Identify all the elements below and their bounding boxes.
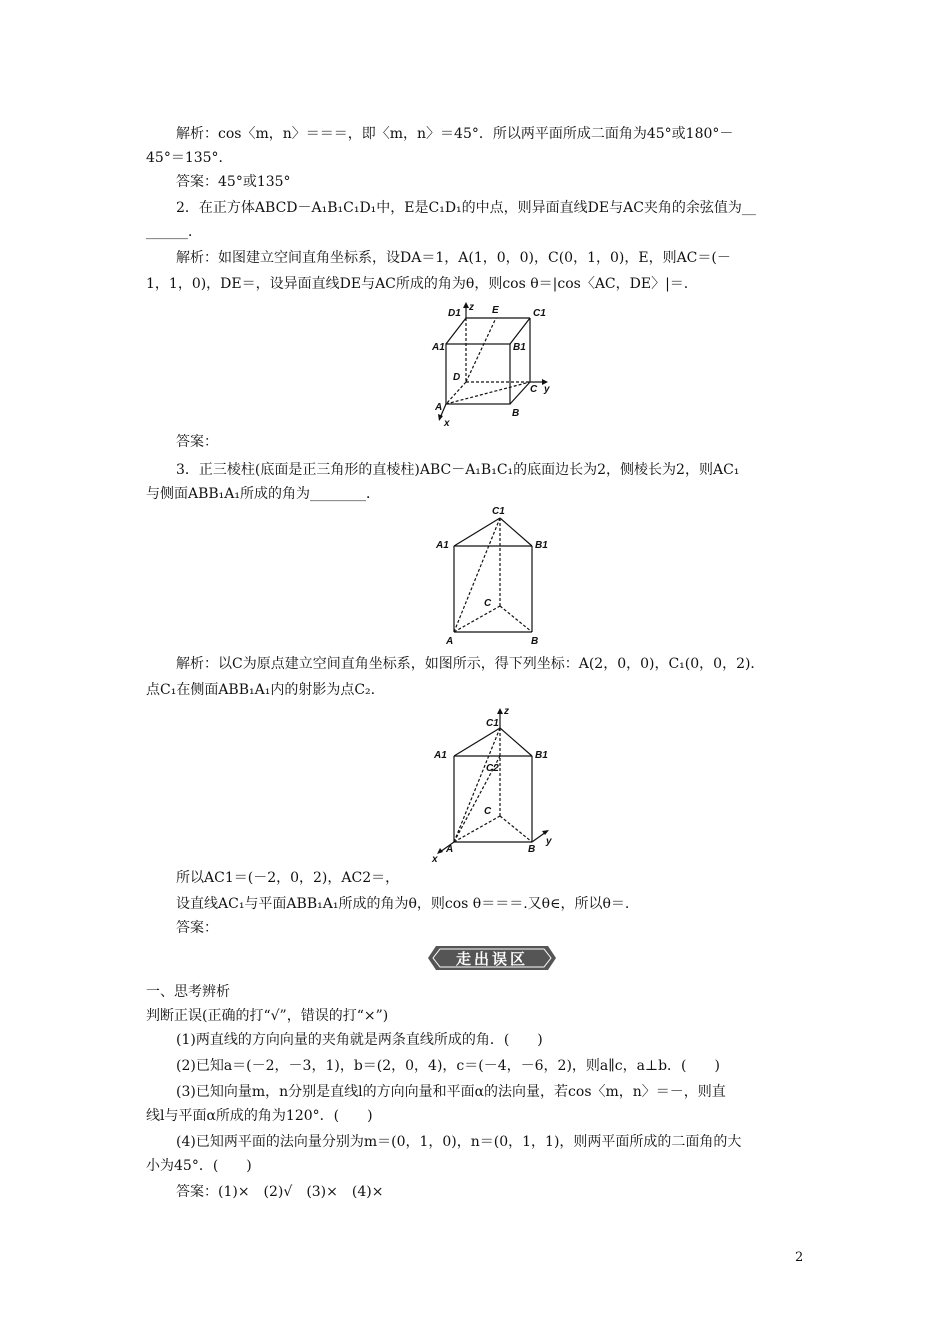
answer-line: 答案： — [176, 434, 218, 450]
label-B: B — [531, 636, 539, 647]
label-C: C — [484, 806, 492, 817]
label-C2: C2 — [486, 763, 499, 774]
label-A1: A1 — [434, 750, 447, 761]
label-B: B — [512, 408, 520, 419]
question-line: 3．正三棱柱(底面是正三角形的直棱柱)ABC－A₁B₁C₁的底面边长为2，侧棱长为2，则AC₁ — [176, 462, 740, 478]
solution-line: 所以AC1＝(－2，0，2)，AC2＝， — [176, 870, 400, 886]
solution-line: 解析：如图建立空间直角坐标系，设DA＝1，A(1，0，0)，C(0，1，0)，E，则AC＝(－ — [176, 250, 731, 266]
label-A: A — [435, 402, 443, 413]
label-C1: C1 — [492, 506, 505, 517]
answer-line: 答案：45°或135° — [176, 174, 291, 190]
solution-line: 1，1，0)，DE＝，设异面直线DE与AC所成的角为θ，则cos θ＝|cos〈AC，DE〉|＝. — [146, 276, 689, 292]
label-x: x — [432, 854, 438, 864]
label-z: z — [504, 706, 509, 717]
list-item: (3)已知向量m，n分别是直线l的方向向量和平面α的法向量，若cos〈m，n〉＝－，则直 — [176, 1084, 726, 1100]
label-C: C — [530, 384, 538, 395]
text-line: 45°＝135°． — [146, 150, 233, 166]
page-number: 2 — [795, 1250, 804, 1265]
label-z: z — [469, 302, 474, 313]
label-C1: C1 — [533, 308, 546, 319]
badge-text: 走出误区 — [455, 951, 529, 968]
prism-figure — [430, 502, 560, 650]
label-A1: A1 — [432, 342, 445, 353]
solution-line: 点C₁在侧面ABB₁A₁内的射影为点C₂. — [146, 682, 376, 698]
label-A: A — [446, 844, 454, 855]
label-A1: A1 — [436, 540, 449, 551]
label-D1: D1 — [448, 308, 461, 319]
solution-line: 解析：以C为原点建立空间直角坐标系，如图所示，得下列坐标：A(2，0，0)，C₁(0，0，2)． — [176, 656, 765, 672]
solution-line: 设直线AC₁与平面ABB₁A₁所成的角为θ，则cos θ＝＝＝.又θ∈，所以θ＝. — [176, 896, 630, 912]
label-D: D — [453, 372, 461, 383]
answer-line: 答案：(1)× (2)√ (3)× (4)× — [176, 1184, 384, 1200]
section-badge — [426, 944, 558, 972]
text-line: 解析：cos〈m，n〉＝＝＝，即〈m，n〉＝45°．所以两平面所成二面角为45°或180°－ — [176, 126, 734, 142]
label-x: x — [444, 418, 450, 429]
label-B1: B1 — [535, 540, 548, 551]
list-item: (2)已知a＝(－2，－3，1)，b＝(2，0，4)，c＝(－4，－6，2)，则a∥c，a⊥b．( ) — [176, 1058, 720, 1074]
question-line: 2．在正方体ABCD－A₁B₁C₁D₁中，E是C₁D₁的中点，则异面直线DE与AC夹角的余弦值为__ — [176, 200, 756, 216]
label-B1: B1 — [535, 750, 548, 761]
label-B: B — [528, 844, 536, 855]
question-line: ______． — [146, 224, 202, 240]
answer-line: 答案： — [176, 920, 218, 936]
label-C: C — [484, 598, 492, 609]
label-A: A — [446, 636, 454, 647]
label-C1: C1 — [486, 718, 499, 729]
label-y: y — [544, 384, 550, 395]
list-item: 小为45°．( ) — [146, 1158, 252, 1174]
list-item: (1)两直线的方向向量的夹角就是两条直线所成的角．( ) — [176, 1032, 543, 1048]
section-title: 一、思考辨析 — [146, 984, 230, 1000]
section-intro: 判断正误(正确的打“√”，错误的打“×”) — [146, 1008, 389, 1024]
prism-axes-figure — [424, 704, 564, 864]
cube-figure — [426, 300, 566, 430]
list-item: 线l与平面α所成的角为120°．( ) — [146, 1108, 373, 1124]
label-B1: B1 — [513, 342, 526, 353]
label-E: E — [492, 305, 499, 316]
question-line: 与侧面ABB₁A₁所成的角为________． — [146, 486, 381, 502]
label-y: y — [546, 836, 552, 847]
list-item: (4)已知两平面的法向量分别为m＝(0，1，0)，n＝(0，1，1)，则两平面所成的二面角的大 — [176, 1134, 742, 1150]
